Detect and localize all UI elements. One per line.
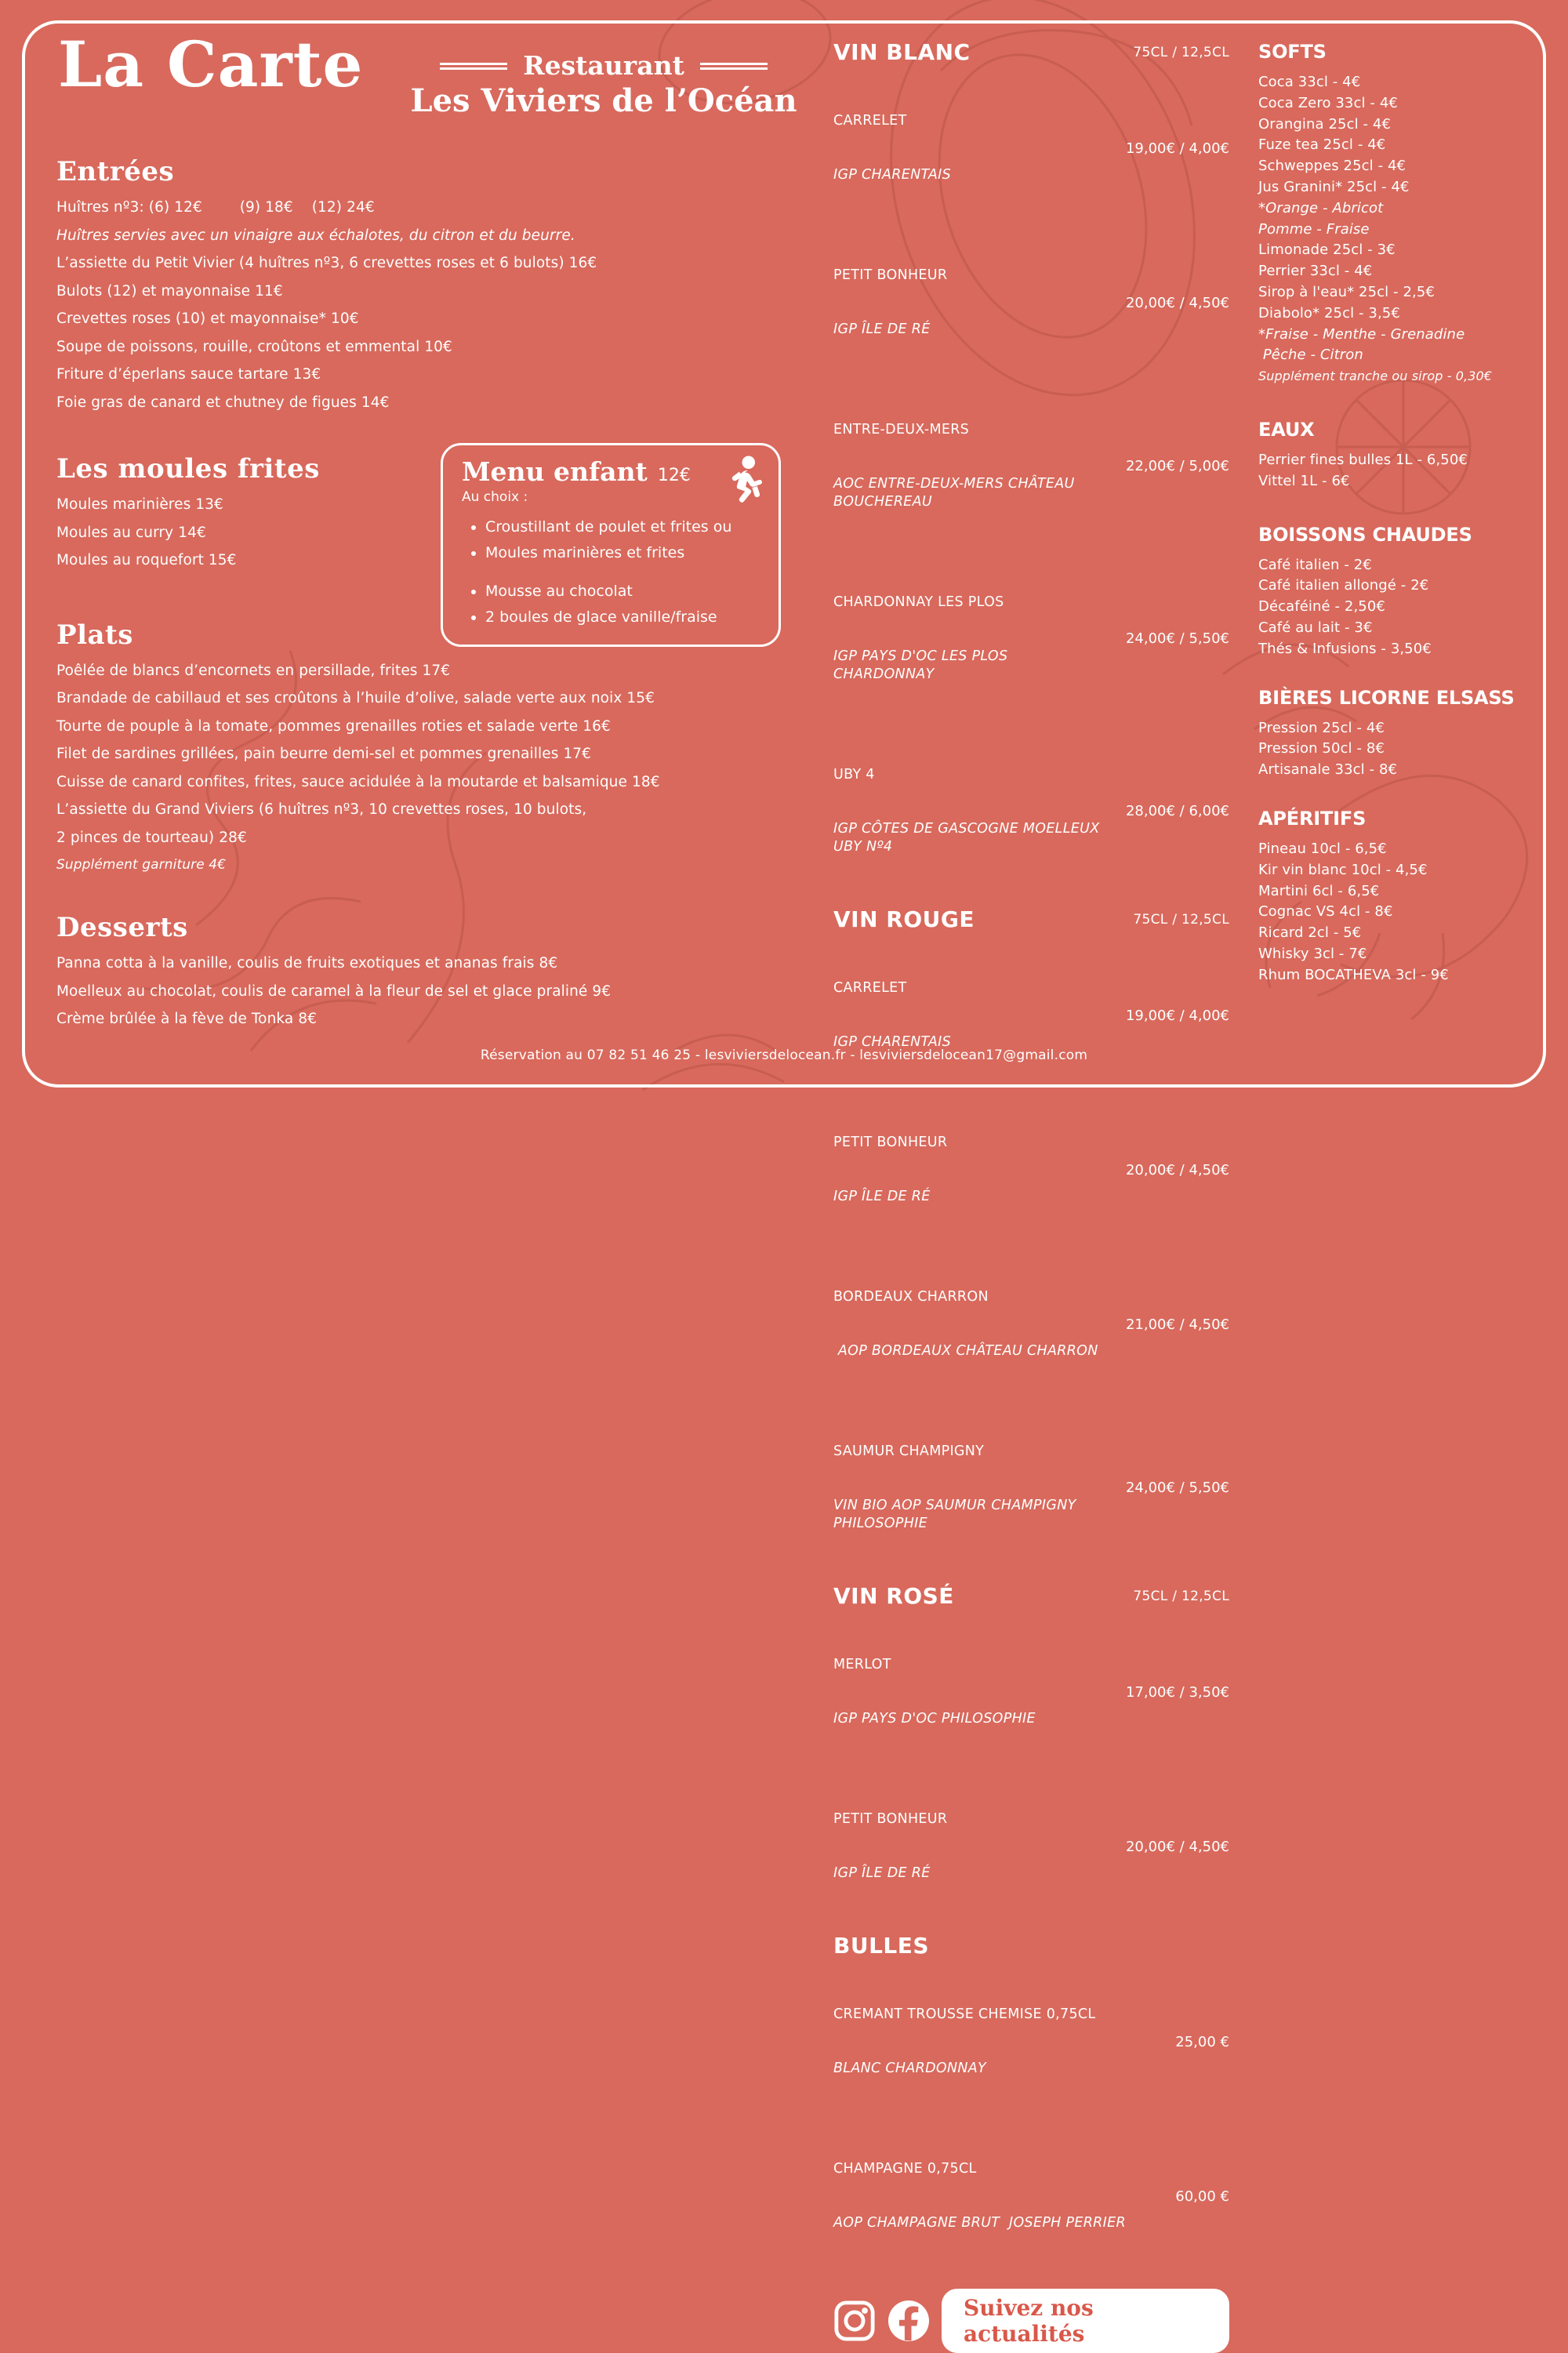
drink-line: Sirop à l'eau* 25cl - 2,5€ [1258, 283, 1435, 300]
bulles-heading: BULLES [833, 1933, 930, 1959]
drink-line: Diabolo* 25cl - 3,5€ [1258, 304, 1400, 321]
wine-price: 24,00€ / 5,50€ [1125, 1480, 1229, 1496]
wine-item [833, 1252, 1229, 1396]
wine-appellation: IGP PAYS D'OC PHILOSOPHIE [833, 1711, 1036, 1727]
vin-rose-size-label: 75CL / 12,5CL [1133, 1588, 1229, 1604]
section-vin-rouge [833, 906, 1229, 1569]
kids-menu-item: • Moules marinières et frites [485, 540, 760, 566]
wine-name: ENTRE-DEUX-MERS [833, 422, 970, 438]
wine-price: 25,00 € [1175, 2033, 1229, 2050]
vin-blanc-list [833, 76, 1229, 892]
drink-line: Pression 50cl - 8€ [1258, 740, 1385, 757]
kids-menu-item: • Mousse au chocolat [485, 579, 760, 605]
wine-item [833, 385, 1229, 547]
kids-menu-price: 12€ [657, 466, 691, 485]
section-plats [56, 619, 660, 879]
drink-line: Fuze tea 25cl - 4€ [1258, 136, 1386, 154]
section-bulles [833, 1933, 1229, 2268]
social-row [833, 2289, 1229, 2353]
menu-line: Soupe de poissons, rouille, croûtons et emmental 10€ [56, 338, 452, 355]
double-rule-right [700, 63, 768, 70]
vin-rose-heading: VIN ROSÉ [833, 1583, 954, 1609]
menu-line: Supplément garniture 4€ [56, 857, 227, 873]
menu-line: Brandade de cabillaud et ses croûtons à l’huile d’olive, salade verte aux noix 15€ [56, 690, 655, 707]
wine-name: CHARDONNAY LES PLOS [833, 594, 1004, 610]
page-title: La Carte [58, 27, 364, 101]
drink-line: Vittel 1L - 6€ [1258, 472, 1350, 489]
drink-line: *Fraise - Menthe - Grenadine [1258, 325, 1465, 343]
drink-line: Jus Granini* 25cl - 4€ [1258, 178, 1410, 195]
wine-name: MERLOT [833, 1657, 891, 1672]
eaux-list [1258, 450, 1529, 492]
wine-item [833, 557, 1229, 720]
kids-menu-note: Au choix : [462, 489, 528, 506]
wine-name: UBY 4 [833, 767, 875, 783]
kids-menu-title: Menu enfant [462, 456, 648, 487]
menu-line: Poêlée de blancs d’encornets en persillade, frites 17€ [56, 662, 451, 679]
entrees-heading: Entrées [56, 156, 175, 187]
menu-line: L’assiette du Grand Viviers (6 huîtres nº3, 10 crevettes roses, 10 bulots, [56, 801, 587, 819]
wine-item [833, 76, 1229, 220]
menu-line: Cuisse de canard confites, frites, sauce acidulée à la moutarde et balsamique 18€ [56, 773, 660, 790]
menu-line: Huîtres servies avec un vinaigre aux échalotes, du citron et du beurre. [56, 227, 575, 244]
drink-line: Café italien allongé - 2€ [1258, 577, 1429, 594]
drink-line: Pineau 10cl - 6,5€ [1258, 840, 1387, 857]
vin-rouge-list [833, 943, 1229, 1569]
drink-line: Kir vin blanc 10cl - 4,5€ [1258, 861, 1428, 878]
wine-column [833, 39, 1229, 2353]
menu-line: Crème brûlée à la fève de Tonka 8€ [56, 1011, 318, 1028]
drink-line: Décaféiné - 2,50€ [1258, 598, 1385, 615]
drink-line: Ricard 2cl - 5€ [1258, 924, 1362, 942]
menu-line: Tourte de pouple à la tomate, pommes grenailles roties et salade verte 16€ [56, 717, 611, 735]
menu-line: Moules marinières 13€ [56, 496, 223, 514]
facebook-icon[interactable] [887, 2299, 931, 2343]
instagram-icon[interactable] [833, 2300, 876, 2342]
wine-appellation: AOP BORDEAUX CHÂTEAU CHARRON [833, 1343, 1098, 1359]
drink-line: Thés & Infusions - 3,50€ [1258, 640, 1432, 657]
wine-item [833, 1970, 1229, 2114]
wine-name: SAUMUR CHAMPIGNY [833, 1443, 985, 1459]
aperitifs-list [1258, 839, 1529, 986]
section-eaux [1258, 419, 1529, 492]
wine-appellation: IGP ÎLE DE RÉ [833, 1189, 931, 1204]
menu-line: Foie gras de canard et chutney de figues 14€ [56, 394, 390, 411]
entrees-list [56, 194, 652, 416]
section-vin-rose [833, 1583, 1229, 1919]
wine-appellation: IGP CHARENTAIS [833, 167, 952, 183]
wine-appellation: IGP CHARENTAIS [833, 1034, 952, 1050]
menu-line: Friture d’éperlans sauce tartare 13€ [56, 366, 321, 383]
drinks-column [1258, 41, 1529, 1013]
wine-appellation: IGP PAYS D'OC LES PLOS CHARDONNAY [833, 648, 1013, 682]
running-child-icon [728, 455, 764, 502]
bieres-heading: BIÈRES LICORNE ELSASS [1258, 686, 1515, 709]
vin-rouge-size-label: 75CL / 12,5CL [1133, 911, 1229, 928]
vin-rose-list [833, 1620, 1229, 1919]
wine-price: 19,00€ / 4,00€ [1125, 1007, 1229, 1024]
menu-line: L’assiette du Petit Vivier (4 huîtres nº3, 6 crevettes roses et 6 bulots) 16€ [56, 255, 597, 272]
wine-price: 24,00€ / 5,50€ [1125, 630, 1229, 647]
drink-line: *Orange - Abricot [1258, 199, 1384, 216]
kids-menu-item: • Croustillant de poulet et frites ou [485, 514, 760, 540]
wine-appellation: IGP ÎLE DE RÉ [833, 1865, 931, 1881]
kids-menu-savoury-list [462, 514, 760, 566]
vin-blanc-size-label: 75CL / 12,5CL [1133, 44, 1229, 60]
desserts-heading: Desserts [56, 912, 188, 944]
wine-item [833, 231, 1229, 375]
plats-heading: Plats [56, 619, 133, 651]
drink-line: Artisanale 33cl - 8€ [1258, 761, 1398, 779]
moules-heading: Les moules frites [56, 453, 320, 485]
bulles-list [833, 1970, 1229, 2268]
wine-item [833, 943, 1229, 1088]
wine-appellation: AOC ENTRE-DEUX-MERS CHÂTEAU BOUCHEREAU [833, 476, 1080, 510]
wine-price: 21,00€ / 4,50€ [1125, 1316, 1229, 1333]
footer-contact: Réservation au 07 82 51 46 25 - lesviviersdelocean.fr - lesviviersdelocean17@gmail.com [480, 1048, 1088, 1063]
aperitifs-heading: APÉRITIFS [1258, 807, 1367, 830]
boissons-chaudes-list [1258, 555, 1529, 660]
eaux-heading: EAUX [1258, 418, 1315, 441]
section-boissons-chaudes [1258, 524, 1529, 660]
wine-name: BORDEAUX CHARRON [833, 1289, 989, 1305]
wine-price: 60,00 € [1175, 2188, 1229, 2205]
menu-line: Moules au roquefort 15€ [56, 552, 237, 569]
wine-price: 22,00€ / 5,00€ [1125, 458, 1229, 474]
wine-price: 28,00€ / 6,00€ [1125, 803, 1229, 819]
drink-line: Coca Zero 33cl - 4€ [1258, 94, 1398, 111]
drink-line: Pomme - Fraise [1258, 220, 1370, 238]
wine-name: PETIT BONHEUR [833, 267, 948, 283]
boissons-chaudes-heading: BOISSONS CHAUDES [1258, 523, 1472, 546]
drink-line: Rhum BOCATHEVA 3cl - 9€ [1258, 966, 1449, 983]
wine-price: 19,00€ / 4,00€ [1125, 140, 1229, 157]
drink-line: Perrier 33cl - 4€ [1258, 263, 1373, 280]
wine-price: 20,00€ / 4,50€ [1125, 1161, 1229, 1178]
vin-blanc-heading: VIN BLANC [833, 39, 971, 65]
restaurant-brand [408, 52, 800, 118]
drink-line: Schweppes 25cl - 4€ [1258, 158, 1406, 175]
wine-item [833, 730, 1229, 892]
softs-list [1258, 72, 1529, 387]
desserts-list [56, 950, 652, 1033]
kids-menu-item: • 2 boules de glace vanille/fraise [485, 605, 760, 630]
kids-menu-box [441, 443, 781, 647]
menu-line: Bulots (12) et mayonnaise 11€ [56, 282, 283, 300]
wine-name: CREMANT TROUSSE CHEMISE 0,75CL [833, 2006, 1096, 2022]
wine-appellation: IGP CÔTES DE GASCOGNE MOELLEUX UBY Nº4 [833, 821, 1105, 855]
wine-appellation: IGP ÎLE DE RÉ [833, 321, 931, 337]
drink-line: Orangina 25cl - 4€ [1258, 115, 1392, 133]
plats-list [56, 657, 660, 879]
menu-line: Panna cotta à la vanille, coulis de fruits exotiques et ananas frais 8€ [56, 955, 558, 972]
menu-line: Filet de sardines grillées, pain beurre demi-sel et pommes grenailles 17€ [56, 746, 592, 763]
menu-line: Crevettes roses (10) et mayonnaise* 10€ [56, 310, 359, 328]
wine-item [833, 1407, 1229, 1569]
wine-name: CHAMPAGNE 0,75CL [833, 2161, 977, 2177]
wine-item [833, 1620, 1229, 1764]
drink-line: Café au lait - 3€ [1258, 619, 1373, 636]
drink-line: Whisky 3cl - 7€ [1258, 945, 1367, 962]
double-rule-left [440, 63, 507, 70]
wine-item [833, 2124, 1229, 2268]
section-softs [1258, 41, 1529, 387]
menu-line: Moelleux au chocolat, coulis de caramel à la fleur de sel et glace praliné 9€ [56, 982, 612, 1000]
wine-name: PETIT BONHEUR [833, 1135, 948, 1150]
section-bieres [1258, 687, 1529, 781]
section-vin-blanc [833, 39, 1229, 892]
menu-line: Moules au curry 14€ [56, 524, 206, 541]
wine-name: PETIT BONHEUR [833, 1811, 948, 1827]
menu-line: 2 pinces de tourteau) 28€ [56, 829, 247, 846]
wine-item [833, 1098, 1229, 1242]
section-desserts [56, 913, 652, 1033]
drink-line: Supplément tranche ou sirop - 0,30€ [1258, 369, 1493, 384]
drink-line: Pêche - Citron [1258, 347, 1363, 364]
drink-line: Limonade 25cl - 3€ [1258, 241, 1396, 259]
section-aperitifs [1258, 808, 1529, 986]
restaurant-name: Les Viviers de l’Océan [410, 82, 797, 120]
wine-appellation: VIN BIO AOP SAUMUR CHAMPIGNY PHILOSOPHIE [833, 1498, 1081, 1531]
wine-appellation: BLANC CHARDONNAY [833, 2061, 987, 2076]
wine-appellation: AOP CHAMPAGNE BRUT JOSEPH PERRIER [833, 2215, 1126, 2231]
drink-line: Perrier fines bulles 1L - 6,50€ [1258, 451, 1468, 468]
drink-line: Pression 25cl - 4€ [1258, 719, 1385, 736]
drink-line: Coca 33cl - 4€ [1258, 74, 1361, 90]
wine-name: CARRELET [833, 113, 907, 129]
restaurant-label: Restaurant [523, 50, 684, 81]
wine-name: CARRELET [833, 980, 907, 996]
bieres-list [1258, 718, 1529, 781]
wine-item [833, 1774, 1229, 1919]
wine-price: 20,00€ / 4,50€ [1125, 294, 1229, 311]
vin-rouge-heading: VIN ROUGE [833, 906, 975, 932]
kids-menu-dessert-list [462, 579, 760, 630]
follow-news-button[interactable]: Suivez nos actualités [942, 2289, 1229, 2353]
drink-line: Martini 6cl - 6,5€ [1258, 882, 1380, 899]
wine-price: 20,00€ / 4,50€ [1125, 1838, 1229, 1855]
menu-line: Huîtres nº3: (6) 12€ (9) 18€ (12) 24€ [56, 199, 375, 216]
wine-price: 17,00€ / 3,50€ [1125, 1683, 1229, 1701]
softs-heading: SOFTS [1258, 41, 1327, 63]
drink-line: Cognac VS 4cl - 8€ [1258, 903, 1393, 921]
section-entrees [56, 157, 652, 416]
drink-line: Café italien - 2€ [1258, 556, 1372, 573]
